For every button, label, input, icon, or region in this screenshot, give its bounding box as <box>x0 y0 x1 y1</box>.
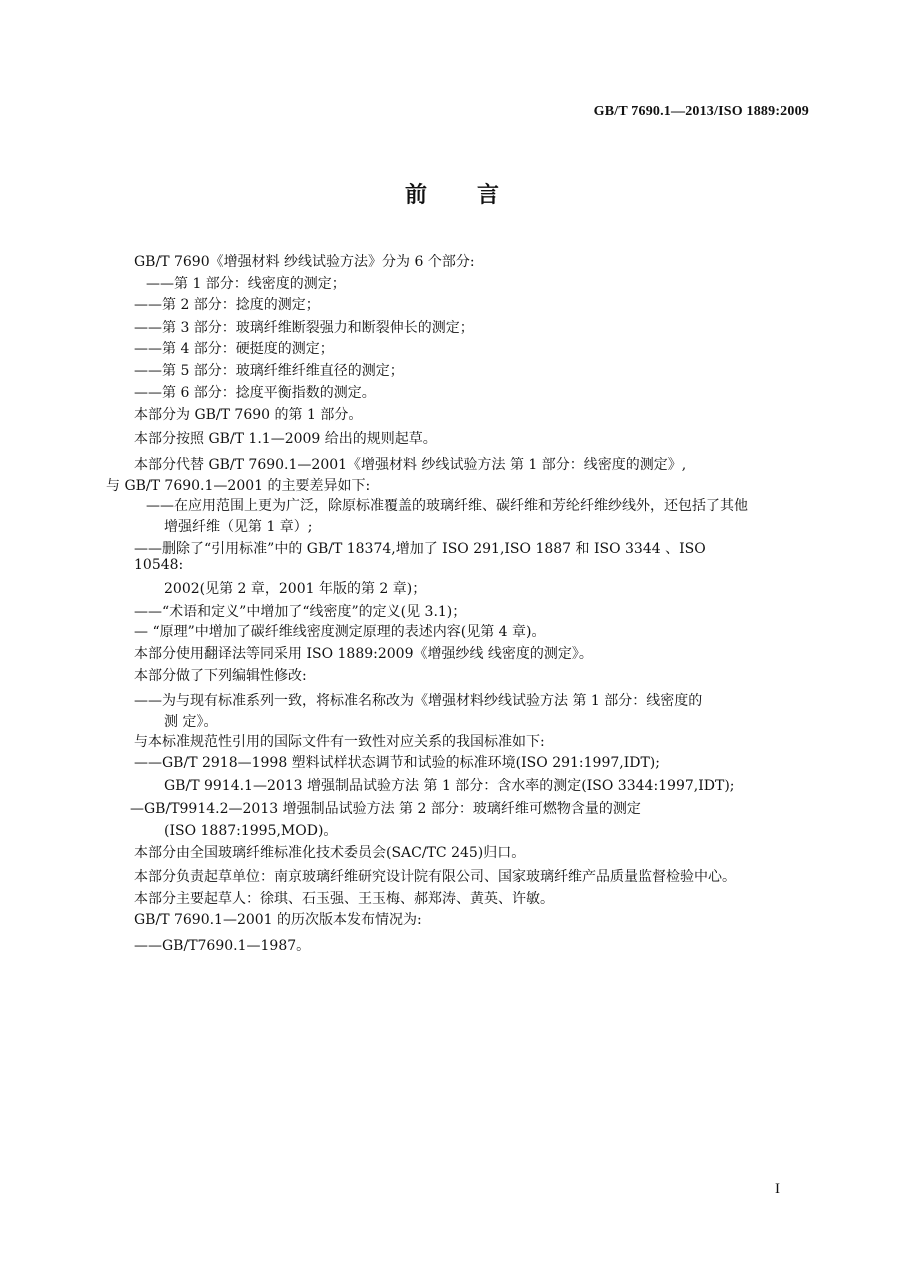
text-line: GB/T 7690《增强材料 纱线试验方法》分为 6 个部分: <box>134 254 475 270</box>
text-line: ——“术语和定义”中增加了“线密度”的定义(见 3.1)； <box>134 604 467 620</box>
text-line: 本部分使用翻译法等同采用 ISO 1889:2009《增强纱线 线密度的测定》。 <box>134 646 593 662</box>
page-title <box>0 178 904 209</box>
text-line: 本部分做了下列编辑性修改: <box>134 668 307 684</box>
text-line: ——GB/T7690.1—1987。 <box>134 938 311 954</box>
text-line: —GB/T9914.2—2013 增强制品试验方法 第 2 部分：玻璃纤维可燃物含量的测定 <box>130 801 641 817</box>
text-line: 与本标准规范性引用的国际文件有一致性对应关系的我国标准如下: <box>134 734 545 750</box>
page-number: I <box>775 1181 780 1197</box>
text-line: 本部分为 GB/T 7690 的第 1 部分。 <box>134 407 363 423</box>
text-line: 与 GB/T 7690.1—2001 的主要差异如下: <box>106 478 371 494</box>
title-char-1: 前 <box>404 183 427 208</box>
title-char-2: 言 <box>477 183 500 208</box>
text-line: 本部分负责起草单位：南京玻璃纤维研究设计院有限公司、国家玻璃纤维产品质量监督检验中心。 <box>134 869 736 885</box>
text-line: — “原理”中增加了碳纤维线密度测定原理的表述内容(见第 4 章)。 <box>134 624 546 640</box>
text-line: GB/T 7690.1—2001 的历次版本发布情况为: <box>134 912 422 928</box>
text-line: ——第 6 部分：捻度平衡指数的测定。 <box>134 385 376 401</box>
text-line: ——删除了“引用标准”中的 GB/T 18374,增加了 ISO 291,ISO 1887 和 ISO 3344 、ISO <box>134 541 706 557</box>
text-line: ——第 4 部分：硬挺度的测定； <box>134 341 334 357</box>
text-line: 本部分代替 GB/T 7690.1—2001《增强材料 纱线试验方法 第 1 部分：线密度的测定》, <box>134 457 687 473</box>
text-line: ——在应用范围上更为广泛，除原标准覆盖的玻璃纤维、碳纤维和芳纶纤维纱线外，还包括了其他 <box>146 498 748 514</box>
text-line: 增强纤维（见第 1 章）; <box>164 519 313 535</box>
text-line: 本部分主要起草人：徐琪、石玉强、王玉梅、郝郑涛、黄英、许敏。 <box>134 891 554 907</box>
text-line: 本部分按照 GB/T 1.1—2009 给出的规则起草。 <box>134 431 437 447</box>
text-line: 本部分由全国玻璃纤维标准化技术委员会(SAC/TC 245)归口。 <box>134 845 526 861</box>
text-line: ——GB/T 2918—1998 塑料试样状态调节和试验的标准环境(ISO 291:1997,IDT); <box>134 755 660 771</box>
text-line: ——第 1 部分：线密度的测定； <box>146 276 346 292</box>
text-line: 10548: <box>134 557 184 573</box>
standard-code: GB/T 7690.1—2013/ISO 1889:2009 <box>593 104 809 119</box>
text-line: ——第 2 部分：捻度的测定； <box>134 297 320 313</box>
text-line: ——第 3 部分：玻璃纤维断裂强力和断裂伸长的测定； <box>134 320 474 336</box>
text-line: (ISO 1887:1995,MOD)。 <box>164 823 338 839</box>
text-line: ——为与现有标准系列一致，将标准名称改为《增强材料纱线试验方法 第 1 部分：线密度的 <box>134 693 703 709</box>
text-line: ——第 5 部分：玻璃纤维纤维直径的测定； <box>134 363 404 379</box>
text-line: 2002(见第 2 章，2001 年版的第 2 章)； <box>164 581 427 597</box>
text-line: 测 定》。 <box>164 714 218 730</box>
text-line: GB/T 9914.1—2013 增强制品试验方法 第 1 部分：含水率的测定(ISO 3344:1997,IDT); <box>164 778 735 794</box>
